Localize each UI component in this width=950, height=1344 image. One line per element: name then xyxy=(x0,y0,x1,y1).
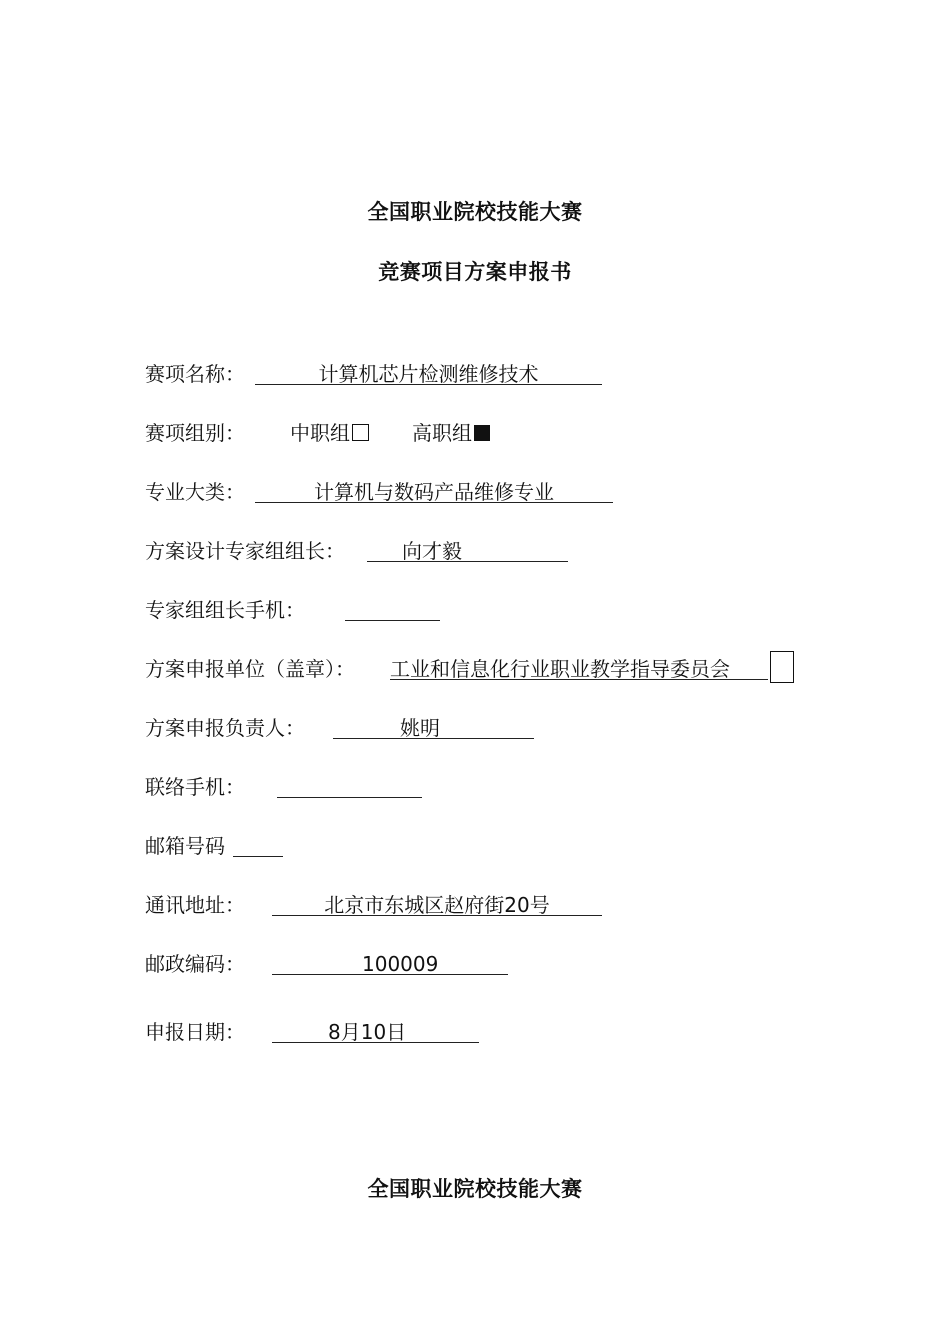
date-value: 8月10日 xyxy=(328,1020,407,1044)
leader-phone-underline xyxy=(345,620,440,621)
document-subtitle: 竞赛项目方案申报书 xyxy=(378,260,572,284)
unit-row xyxy=(145,654,805,684)
document-title: 全国职业院校技能大赛 xyxy=(367,200,583,224)
leader-row xyxy=(145,536,805,566)
leader-value: 向才毅 xyxy=(402,539,462,563)
major-row xyxy=(145,477,805,507)
major-label: 专业大类： xyxy=(145,480,245,504)
group-row xyxy=(145,418,805,448)
address-value: 北京市东城区赵府街20号 xyxy=(324,893,550,917)
unit-value: 工业和信息化行业职业教学指导委员会 xyxy=(390,657,730,681)
postcode-value: 100009 xyxy=(362,952,439,976)
item-name-value: 计算机芯片检测维修技术 xyxy=(318,362,539,386)
group-higher-label: 高职组 xyxy=(412,421,472,445)
group-option-higher xyxy=(412,418,490,448)
responsible-row xyxy=(145,713,805,743)
footer-title: 全国职业院校技能大赛 xyxy=(367,1177,583,1201)
leader-label: 方案设计专家组组长： xyxy=(145,539,345,563)
leader-phone-row xyxy=(145,595,805,625)
group-label: 赛项组别： xyxy=(145,421,245,445)
group-option-secondary xyxy=(290,418,369,448)
checkbox-unchecked-icon xyxy=(352,424,369,441)
group-secondary-label: 中职组 xyxy=(290,421,350,445)
postcode-label: 邮政编码： xyxy=(145,952,245,976)
item-name-label: 赛项名称： xyxy=(145,362,245,386)
responsible-value: 姚明 xyxy=(400,716,440,740)
contact-phone-row xyxy=(145,772,805,802)
address-label: 通讯地址： xyxy=(145,893,245,917)
unit-label: 方案申报单位（盖章）： xyxy=(145,657,355,681)
date-label: 申报日期： xyxy=(145,1020,245,1044)
email-underline xyxy=(233,856,283,857)
email-row xyxy=(145,831,805,861)
address-row xyxy=(145,890,805,920)
leader-phone-label: 专家组组长手机： xyxy=(145,598,305,622)
email-label: 邮箱号码 xyxy=(145,834,225,858)
date-row xyxy=(145,1017,805,1047)
checkbox-checked-icon xyxy=(474,425,490,441)
contact-phone-underline xyxy=(277,797,422,798)
responsible-label: 方案申报负责人： xyxy=(145,716,305,740)
item-name-row xyxy=(145,359,805,389)
contact-phone-label: 联络手机： xyxy=(145,775,245,799)
seal-box xyxy=(770,651,794,683)
major-value: 计算机与数码产品维修专业 xyxy=(314,480,554,504)
postcode-row xyxy=(145,949,805,979)
leader-underline xyxy=(367,561,568,562)
